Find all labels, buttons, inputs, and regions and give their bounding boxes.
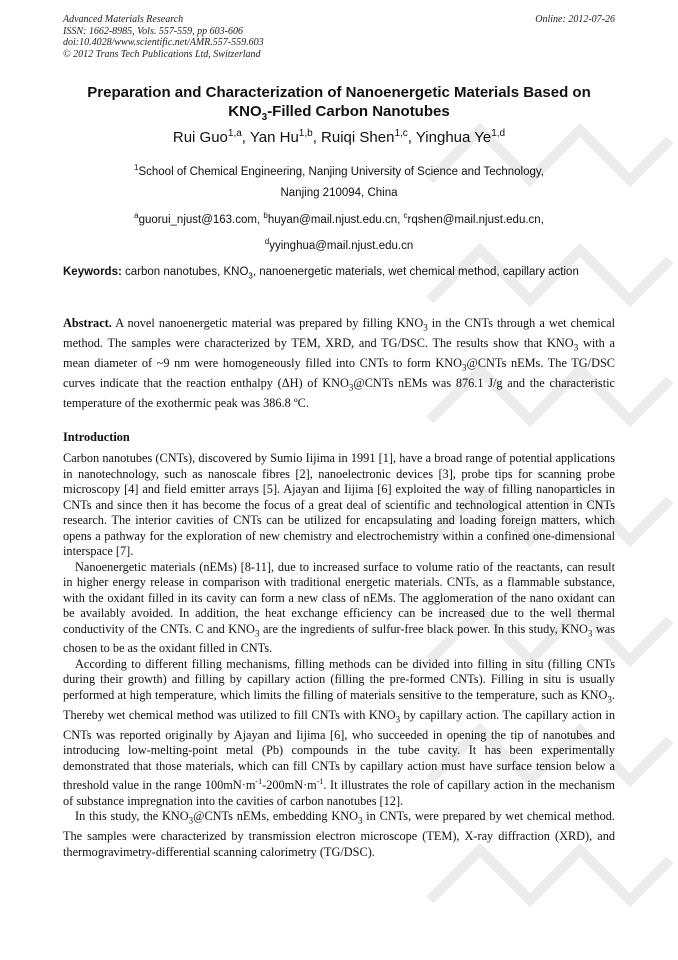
paragraph [63,809,615,860]
paragraph-text: -200mN·m [262,778,317,793]
paragraph-text: In this study, the KNO [75,809,189,824]
affiliation-sup: 1 [134,163,139,172]
paragraph [63,657,615,810]
email-sup: c [403,211,408,220]
paragraph-text: Carbon nanotubes (CNTs), discovered by Sumio Iijima in 1991 [1], have a broad range of potential applications in nanotechnology, such as nanoscale fibres [2], nanoelectronic devices [3], probe tips for scanning probe microscopy [4] and field emitter arrays [5]. Ajayan and Iijima [6] exploited the way of filling nanoparticles in CNTs and since then it has become the focus of a great deal of scientific and technological attention in CNTs research. The interior cavities of CNTs can be utilized for encapsulating and loading foreign matters, which opens a pathway for the exploration of new chemistry and electrochemistry within a confined one-dimensional interspace [7]. [63,451,615,558]
superscript: -1 [255,777,263,787]
paragraph-text: Nanoenergetic materials (nEMs) [8-11], due to increased surface to volume ratio of the reactants, can result in higher energy release in comparison with traditional energetic materials. CNTs, as a flammable substance, with the oxidant filled in its cavity can form a new class of nEMs. The agglomeration of the nano oxidant can be availably avoided. In addition, the heat exchange efficiency can be increased due to the well thermal conductivity of the CNTs. C and KNO [63,559,615,636]
paragraph-text: @CNTs nEMs, embedding KNO [193,809,358,824]
abstract-label: Abstract. [63,316,112,330]
subscript: 3 [357,815,363,826]
abstract-text: in the CNTs through a wet chemical method. The samples were characterized by TEM, XRD, and TG/DSC. The results show that KNO [63,316,615,350]
email-sup: d [264,236,270,246]
paragraph [63,560,615,657]
abstract-text: with a mean diameter of ~9 nm were homogeneously filled into CNTs to form KNO [63,335,615,370]
paragraph-text: According to different filling mechanisms, filling methods can be divided into filling in situ (filling CNTs during their growth) and filling by capillary action (filling the pre-formed CNTs). Filling in situ is usually performed at high temperature, which limits the filling of materials sensitive to the temperature, such as KNO [63,656,615,702]
online-date: Online: 2012-07-26 [535,14,615,25]
subscript: 3 [587,627,593,638]
keywords-text-2: , nanoenergetic materials, wet chemical method, capillary action [252,266,579,278]
paragraph-text: are the ingredients of sulfur-free black power. In this study, KNO [262,621,588,636]
issn-line: ISSN: 1662-8985, Vols. 557-559, pp 603-606 [63,25,243,37]
email-sup: a [134,211,139,220]
abstract-text: @CNTs nEMs. The TG/DSC curves indicate that the reaction enthalpy (ΔH) of KNO [63,355,615,390]
abstract-text: A novel nanoenergetic material was prepared by filling KNO [115,316,424,330]
keywords-sub: 3 [248,271,253,281]
keywords-text-1: carbon nanotubes, KNO [125,266,249,278]
email-address: huyan@mail.njust.edu.cn [267,213,398,226]
email-address: rqshen@mail.njust.edu.cn [407,213,541,226]
paper-title [63,83,615,127]
title-kno: KNO [228,103,262,120]
paragraph-text: . It illustrates the role of capillary action in the mechanism of substance impregnation into the cavities of carbon nanotubes [12]. [63,778,615,808]
email-address: yyinghua@mail.njust.edu.cn [269,239,414,252]
author-name: Rui Guo [172,129,228,146]
author-name: Yan Hu [249,129,299,146]
journal-header [63,14,615,60]
copyright-line: © 2012 Trans Tech Publications Ltd, Switzerland [63,48,261,60]
author-sup: 1,c [394,128,408,139]
affiliation-line-1: School of Chemical Engineering, Nanjing University of Science and Technology, [138,165,544,178]
subscript: 3 [607,694,612,705]
title-subscript: 3 [261,112,268,123]
section-heading: Introduction [63,430,130,444]
author-name: Ruiqi Shen [321,129,395,146]
email-list: $^a$guorui_njust@163.com, $^b$huyan@mail.njust.edu.cn, $^c$rqshen@mail.njust.edu.cn, $^d$yyinghua@mail.njust.edu.cn [134,211,544,252]
author-sup: 1,d [491,128,506,139]
author-list: Rui Guo$^{1,a}$, Yan Hu$^{1,b}$, Ruiqi Shen$^{1,c}$, Yinghua Ye$^{1,d}$ [172,128,506,146]
journal-name: Advanced Materials Research [63,14,184,25]
paragraph-text: was chosen to be as the oxidant filled in CNTs. [63,621,616,656]
affiliation-line-2: Nanjing 210094, China [280,186,398,199]
abstract-text: @CNTs nEMs was 876.1 J/g and the characteristic temperature of the exothermic peak was 386.8 ºC. [63,375,616,410]
subscript: 3 [254,627,260,638]
paragraph-text: . Thereby wet chemical method was utilized to fill CNTs with KNO [63,687,615,722]
affiliation [63,157,615,204]
title-line-2: -Filled Carbon Nanotubes [267,103,450,120]
paragraph-text: in CNTs, were prepared by wet chemical method. The samples were characterized by transmission electron microscope (TEM), X-ray diffraction (XRD), and thermogravimetry-differential scanning calorimetry (TG/DSC). [63,809,615,859]
author-sup: 1,b [298,128,313,139]
keywords-label: Keywords: [63,266,122,278]
introduction-body [63,451,615,860]
abstract [63,316,615,411]
author-name: Yinghua Ye [415,129,492,146]
author-sup: 1,a [227,128,242,139]
subscript: 3 [462,362,467,373]
subscript: 3 [573,342,579,353]
email-sup: b [263,211,268,220]
email-address: guorui_njust@163.com [138,213,257,226]
keywords [63,265,615,283]
superscript: -1 [316,777,324,787]
title-line-1: Preparation and Characterization of Nanoenergetic Materials Based on [87,84,591,101]
subscript: 3 [348,382,354,393]
subscript: 3 [395,714,401,725]
doi-line: doi:10.4028/www.scientific.net/AMR.557-559.603 [63,37,264,48]
subscript: 3 [188,815,194,826]
paragraph [63,451,615,560]
paragraph-text: by capillary action. The capillary action in CNTs was reported originally by Ajayan and Iijima [6], who succeeded in opening the tip of nanotubes and introducing low-melting-point metal (Pb) compounds in the tube cavity. It has been experimentally demonstrated that those materials, which can fill CNTs by capillary action must have surface tension below a threshold value in the range 100mN·m [63,707,615,793]
subscript: 3 [423,322,428,333]
